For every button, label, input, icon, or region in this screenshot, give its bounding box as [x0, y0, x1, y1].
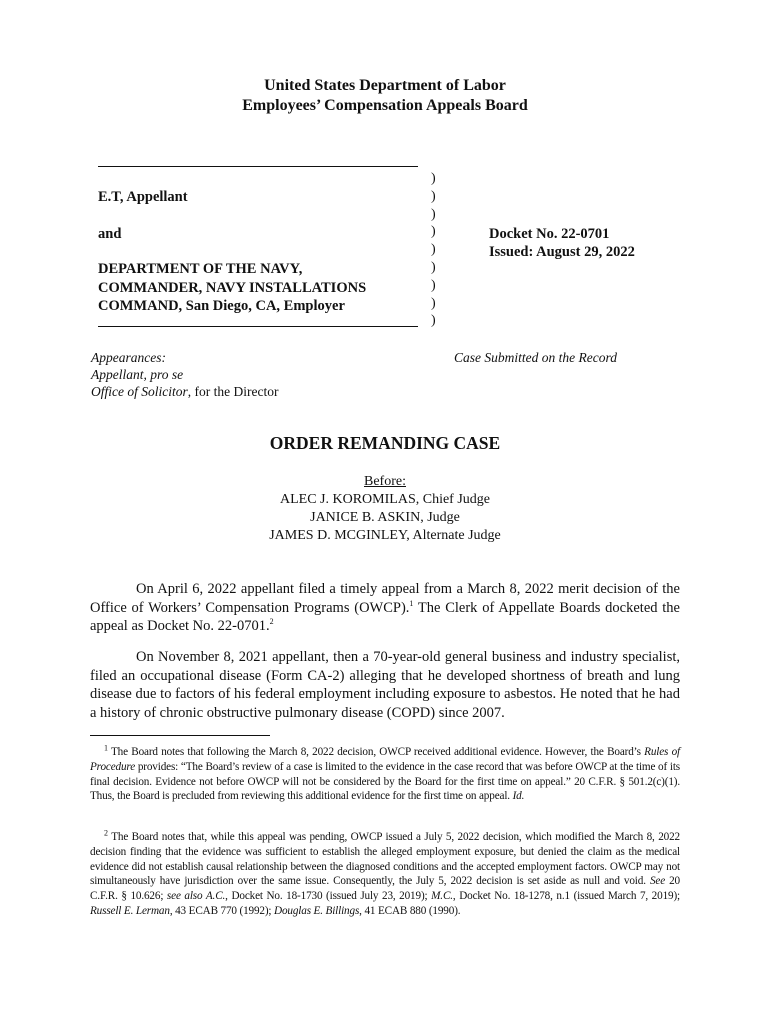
solicitor-appearance	[91, 383, 431, 400]
agency-name: United States Department of Labor	[264, 77, 506, 94]
employer-line-1: DEPARTMENT OF THE NAVY,	[98, 261, 303, 277]
paren: )	[431, 242, 436, 258]
footnote-ref-1: 1	[409, 598, 414, 608]
footnote-1	[90, 745, 680, 804]
footnote-text: The Board notes that, while this appeal was pending, OWCP issued a July 5, 2022 decision, which modified the March 8, 2022 decision finding that the evidence was sufficient to establish the alleged employment exposure, but denied the claim as the medical evidence did not establish causal relationship between the diagnosed conditions and the accepted employment factors. OWCP may not simultaneously have jurisdiction over the same issue. Consequently, the July 5, 2022 decision is set aside as null and void.	[90, 831, 680, 888]
paren: )	[431, 224, 436, 240]
footnote-number: 2	[104, 828, 108, 838]
footnote-italic: Rules of Procedure	[90, 746, 680, 773]
footnote-italic: M.C.	[431, 890, 453, 903]
paren: )	[431, 277, 436, 293]
appellant-name: E.T, Appellant	[98, 189, 188, 205]
footnote-text: , Docket No. 18-1278, n.1 (issued March 7, 2019);	[452, 890, 680, 903]
appearances-heading: Appearances:	[91, 350, 166, 365]
case-submitted-note: Case Submitted on the Record	[454, 350, 617, 365]
caption-and: and	[98, 226, 122, 242]
footnote-italic: Russell E. Lerman	[90, 904, 170, 917]
paren: )	[431, 295, 436, 311]
footnote-separator	[90, 735, 270, 736]
solicitor-office: Office of Solicitor	[91, 384, 188, 399]
paren: )	[431, 259, 436, 275]
footnote-italic: Id.	[512, 790, 525, 803]
docket-number: Docket No. 22-0701	[489, 226, 610, 242]
issued-date: Issued: August 29, 2022	[489, 244, 635, 260]
paragraph-text: On April 6, 2022 appellant filed a timely appeal from a March 8, 2022 merit decision of the Office of Workers’ Compensation Programs (OWCP).	[90, 581, 680, 616]
order-title: ORDER REMANDING CASE	[269, 433, 501, 453]
paren: )	[431, 206, 436, 222]
judge-name: JAMES D. MCGINLEY, Alternate Judge	[269, 528, 501, 543]
footnote-2	[90, 830, 680, 919]
footnote-text: , 43 ECAB 770 (1992);	[169, 904, 275, 917]
panel-block	[0, 473, 770, 545]
caption-top-rule	[98, 166, 418, 167]
footnote-number: 1	[104, 743, 108, 753]
body-paragraph-2: On November 8, 2021 appellant, then a 70-year-old general business and industry specialist, filed an occupational disease (Form CA-2) alleging that he developed shortness of breath and lung disease due to factors of his federal employment including exposure to asbestos. He noted that he had a history of chronic obstructive pulmonary disease (COPD) since 2007.	[90, 649, 680, 721]
judge-name: JANICE B. ASKIN, Judge	[310, 510, 460, 525]
footnote-text: The Board notes that following the March 8, 2022 decision, OWCP received additional evidence. However, the Board’s	[111, 746, 645, 758]
footnote-text: , Docket No. 18-1730 (issued July 23, 2019);	[225, 890, 432, 903]
paren: )	[431, 313, 436, 329]
paragraph-text: The Clerk of Appellate Boards docketed the appeal as Docket No. 22-0701.	[90, 599, 680, 635]
solicitor-role: , for the Director	[187, 384, 279, 399]
employer-line-2: COMMANDER, NAVY INSTALLATIONS	[98, 279, 367, 296]
footnote-text: provides: “The Board’s review of a case is limited to the evidence in the case record that was before OWCP at the time of its final decision. Evidence not before OWCP will not be considered by the Board for the first time on appeal.” 20 C.F.R. § 501.2(c)(1). Thus, the Board is precluded from reviewing this additional evidence for the first time on appeal.	[90, 760, 680, 803]
footnote-text: 20 C.F.R. § 10.626;	[90, 875, 680, 903]
employer-block	[98, 260, 418, 316]
appearances-block	[91, 349, 431, 400]
appellant-appearance: Appellant, pro se	[91, 367, 184, 382]
before-label: Before:	[364, 474, 406, 489]
body-paragraph-1	[90, 580, 680, 636]
footnote-italic: see also A.C.	[166, 890, 226, 903]
footnote-italic: See	[649, 875, 666, 888]
board-name: Employees’ Compensation Appeals Board	[242, 97, 528, 114]
employer-line-3: COMMAND, San Diego, CA, Employer	[98, 298, 345, 314]
paren: )	[431, 171, 436, 186]
footnote-ref-2: 2	[269, 617, 274, 627]
caption-bottom-rule	[98, 326, 418, 327]
paren: )	[431, 188, 436, 204]
footnote-text: , 41 ECAB 880 (1990).	[359, 904, 461, 917]
footnote-italic: Douglas E. Billings	[274, 904, 360, 917]
judge-name: ALEC J. KOROMILAS, Chief Judge	[280, 492, 490, 507]
caption-parenthesis-column	[431, 170, 443, 330]
